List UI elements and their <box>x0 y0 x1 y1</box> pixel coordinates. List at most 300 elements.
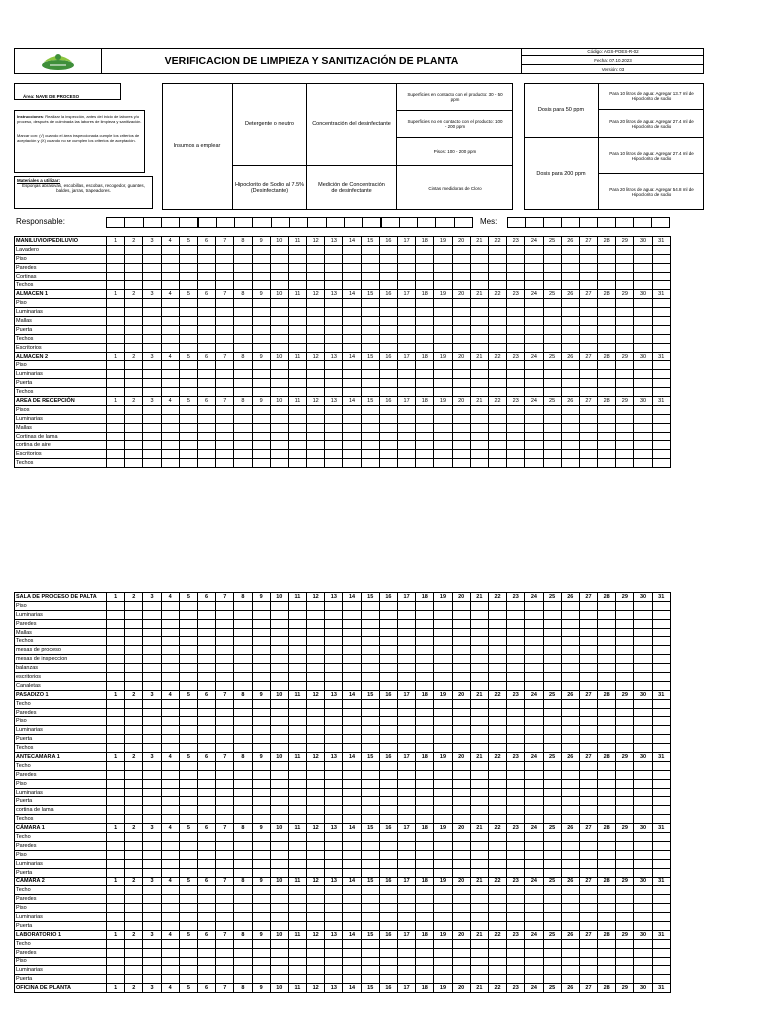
check-cell[interactable] <box>107 681 125 690</box>
check-cell[interactable] <box>416 343 434 352</box>
check-cell[interactable] <box>398 281 416 290</box>
check-cell[interactable] <box>598 673 616 682</box>
check-cell[interactable] <box>143 921 161 930</box>
entry-cell[interactable] <box>417 217 436 228</box>
check-cell[interactable] <box>470 308 488 317</box>
check-cell[interactable] <box>234 317 252 326</box>
check-cell[interactable] <box>398 619 416 628</box>
check-cell[interactable] <box>561 868 579 877</box>
check-cell[interactable] <box>161 886 179 895</box>
check-cell[interactable] <box>252 699 270 708</box>
check-cell[interactable] <box>507 334 525 343</box>
check-cell[interactable] <box>434 655 452 664</box>
check-cell[interactable] <box>107 886 125 895</box>
check-cell[interactable] <box>307 432 325 441</box>
check-cell[interactable] <box>288 841 306 850</box>
check-cell[interactable] <box>470 717 488 726</box>
check-cell[interactable] <box>616 966 634 975</box>
check-cell[interactable] <box>452 308 470 317</box>
check-cell[interactable] <box>307 966 325 975</box>
check-cell[interactable] <box>652 761 670 770</box>
check-cell[interactable] <box>325 628 343 637</box>
check-cell[interactable] <box>452 921 470 930</box>
check-cell[interactable] <box>525 245 543 254</box>
check-cell[interactable] <box>216 957 234 966</box>
check-cell[interactable] <box>452 628 470 637</box>
check-cell[interactable] <box>470 779 488 788</box>
check-cell[interactable] <box>434 673 452 682</box>
check-cell[interactable] <box>598 779 616 788</box>
check-cell[interactable] <box>234 966 252 975</box>
check-cell[interactable] <box>307 655 325 664</box>
check-cell[interactable] <box>452 281 470 290</box>
check-cell[interactable] <box>579 423 597 432</box>
check-cell[interactable] <box>507 708 525 717</box>
check-cell[interactable] <box>216 788 234 797</box>
check-cell[interactable] <box>288 370 306 379</box>
check-cell[interactable] <box>197 388 215 397</box>
check-cell[interactable] <box>398 325 416 334</box>
check-cell[interactable] <box>234 859 252 868</box>
check-cell[interactable] <box>179 726 197 735</box>
check-cell[interactable] <box>325 308 343 317</box>
check-cell[interactable] <box>652 281 670 290</box>
check-cell[interactable] <box>616 441 634 450</box>
check-cell[interactable] <box>179 788 197 797</box>
check-cell[interactable] <box>598 833 616 842</box>
check-cell[interactable] <box>652 735 670 744</box>
check-cell[interactable] <box>234 806 252 815</box>
check-cell[interactable] <box>634 379 652 388</box>
check-cell[interactable] <box>616 655 634 664</box>
check-cell[interactable] <box>579 895 597 904</box>
check-cell[interactable] <box>616 450 634 459</box>
check-cell[interactable] <box>107 308 125 317</box>
check-cell[interactable] <box>270 334 288 343</box>
check-cell[interactable] <box>307 414 325 423</box>
check-cell[interactable] <box>234 441 252 450</box>
check-cell[interactable] <box>107 975 125 984</box>
check-cell[interactable] <box>525 317 543 326</box>
check-cell[interactable] <box>561 770 579 779</box>
entry-cell[interactable] <box>651 217 670 228</box>
check-cell[interactable] <box>379 921 397 930</box>
check-cell[interactable] <box>161 646 179 655</box>
check-cell[interactable] <box>579 735 597 744</box>
check-cell[interactable] <box>143 263 161 272</box>
check-cell[interactable] <box>507 637 525 646</box>
check-cell[interactable] <box>252 388 270 397</box>
check-cell[interactable] <box>161 850 179 859</box>
check-cell[interactable] <box>216 815 234 824</box>
check-cell[interactable] <box>107 619 125 628</box>
check-cell[interactable] <box>507 272 525 281</box>
check-cell[interactable] <box>507 761 525 770</box>
check-cell[interactable] <box>525 708 543 717</box>
check-cell[interactable] <box>270 841 288 850</box>
check-cell[interactable] <box>434 432 452 441</box>
check-cell[interactable] <box>307 717 325 726</box>
check-cell[interactable] <box>634 405 652 414</box>
check-cell[interactable] <box>470 806 488 815</box>
check-cell[interactable] <box>325 646 343 655</box>
check-cell[interactable] <box>543 343 561 352</box>
check-cell[interactable] <box>343 334 361 343</box>
check-cell[interactable] <box>470 788 488 797</box>
check-cell[interactable] <box>525 423 543 432</box>
check-cell[interactable] <box>307 886 325 895</box>
check-cell[interactable] <box>125 939 143 948</box>
check-cell[interactable] <box>579 281 597 290</box>
check-cell[interactable] <box>216 681 234 690</box>
check-cell[interactable] <box>379 664 397 673</box>
check-cell[interactable] <box>197 886 215 895</box>
check-cell[interactable] <box>143 299 161 308</box>
check-cell[interactable] <box>507 673 525 682</box>
check-cell[interactable] <box>452 423 470 432</box>
check-cell[interactable] <box>507 681 525 690</box>
check-cell[interactable] <box>270 957 288 966</box>
check-cell[interactable] <box>216 895 234 904</box>
check-cell[interactable] <box>197 281 215 290</box>
check-cell[interactable] <box>161 948 179 957</box>
check-cell[interactable] <box>197 423 215 432</box>
check-cell[interactable] <box>234 850 252 859</box>
check-cell[interactable] <box>525 761 543 770</box>
check-cell[interactable] <box>598 797 616 806</box>
check-cell[interactable] <box>579 886 597 895</box>
check-cell[interactable] <box>307 708 325 717</box>
check-cell[interactable] <box>525 859 543 868</box>
check-cell[interactable] <box>525 841 543 850</box>
check-cell[interactable] <box>488 921 506 930</box>
check-cell[interactable] <box>416 673 434 682</box>
check-cell[interactable] <box>652 450 670 459</box>
check-cell[interactable] <box>143 673 161 682</box>
check-cell[interactable] <box>125 254 143 263</box>
check-cell[interactable] <box>234 815 252 824</box>
entry-cell[interactable] <box>143 217 162 228</box>
check-cell[interactable] <box>398 761 416 770</box>
check-cell[interactable] <box>488 317 506 326</box>
check-cell[interactable] <box>634 299 652 308</box>
check-cell[interactable] <box>325 744 343 753</box>
check-cell[interactable] <box>107 628 125 637</box>
check-cell[interactable] <box>361 957 379 966</box>
check-cell[interactable] <box>561 317 579 326</box>
check-cell[interactable] <box>598 405 616 414</box>
check-cell[interactable] <box>125 308 143 317</box>
check-cell[interactable] <box>416 779 434 788</box>
check-cell[interactable] <box>543 646 561 655</box>
check-cell[interactable] <box>325 859 343 868</box>
check-cell[interactable] <box>179 681 197 690</box>
check-cell[interactable] <box>179 272 197 281</box>
check-cell[interactable] <box>197 806 215 815</box>
check-cell[interactable] <box>179 717 197 726</box>
check-cell[interactable] <box>434 975 452 984</box>
check-cell[interactable] <box>107 245 125 254</box>
entry-cell[interactable] <box>289 217 308 228</box>
check-cell[interactable] <box>579 681 597 690</box>
check-cell[interactable] <box>234 432 252 441</box>
check-cell[interactable] <box>634 343 652 352</box>
check-cell[interactable] <box>525 699 543 708</box>
check-cell[interactable] <box>543 868 561 877</box>
check-cell[interactable] <box>270 948 288 957</box>
check-cell[interactable] <box>325 432 343 441</box>
check-cell[interactable] <box>598 610 616 619</box>
check-cell[interactable] <box>634 708 652 717</box>
check-cell[interactable] <box>379 948 397 957</box>
check-cell[interactable] <box>161 797 179 806</box>
check-cell[interactable] <box>379 254 397 263</box>
check-cell[interactable] <box>416 921 434 930</box>
check-cell[interactable] <box>234 281 252 290</box>
check-cell[interactable] <box>616 664 634 673</box>
check-cell[interactable] <box>488 432 506 441</box>
check-cell[interactable] <box>234 423 252 432</box>
check-cell[interactable] <box>125 423 143 432</box>
check-cell[interactable] <box>616 370 634 379</box>
check-cell[interactable] <box>398 646 416 655</box>
check-cell[interactable] <box>379 939 397 948</box>
check-cell[interactable] <box>543 717 561 726</box>
check-cell[interactable] <box>488 948 506 957</box>
check-cell[interactable] <box>488 708 506 717</box>
check-cell[interactable] <box>488 263 506 272</box>
check-cell[interactable] <box>416 405 434 414</box>
check-cell[interactable] <box>652 361 670 370</box>
check-cell[interactable] <box>598 628 616 637</box>
check-cell[interactable] <box>416 646 434 655</box>
check-cell[interactable] <box>107 673 125 682</box>
check-cell[interactable] <box>470 388 488 397</box>
check-cell[interactable] <box>652 317 670 326</box>
check-cell[interactable] <box>416 681 434 690</box>
check-cell[interactable] <box>634 717 652 726</box>
check-cell[interactable] <box>343 664 361 673</box>
check-cell[interactable] <box>288 779 306 788</box>
check-cell[interactable] <box>543 744 561 753</box>
check-cell[interactable] <box>416 726 434 735</box>
check-cell[interactable] <box>398 459 416 468</box>
check-cell[interactable] <box>197 761 215 770</box>
check-cell[interactable] <box>507 361 525 370</box>
check-cell[interactable] <box>307 770 325 779</box>
check-cell[interactable] <box>325 966 343 975</box>
check-cell[interactable] <box>470 423 488 432</box>
check-cell[interactable] <box>307 281 325 290</box>
check-cell[interactable] <box>543 281 561 290</box>
check-cell[interactable] <box>616 343 634 352</box>
check-cell[interactable] <box>416 868 434 877</box>
check-cell[interactable] <box>398 735 416 744</box>
check-cell[interactable] <box>270 886 288 895</box>
check-cell[interactable] <box>270 868 288 877</box>
check-cell[interactable] <box>307 806 325 815</box>
check-cell[interactable] <box>579 414 597 423</box>
check-cell[interactable] <box>143 806 161 815</box>
check-cell[interactable] <box>234 664 252 673</box>
check-cell[interactable] <box>125 895 143 904</box>
check-cell[interactable] <box>616 628 634 637</box>
check-cell[interactable] <box>543 833 561 842</box>
check-cell[interactable] <box>452 868 470 877</box>
check-cell[interactable] <box>325 664 343 673</box>
check-cell[interactable] <box>561 788 579 797</box>
check-cell[interactable] <box>325 459 343 468</box>
check-cell[interactable] <box>452 405 470 414</box>
check-cell[interactable] <box>543 681 561 690</box>
check-cell[interactable] <box>107 450 125 459</box>
check-cell[interactable] <box>434 913 452 922</box>
check-cell[interactable] <box>161 921 179 930</box>
check-cell[interactable] <box>179 601 197 610</box>
check-cell[interactable] <box>470 405 488 414</box>
check-cell[interactable] <box>179 868 197 877</box>
check-cell[interactable] <box>561 939 579 948</box>
check-cell[interactable] <box>416 432 434 441</box>
check-cell[interactable] <box>197 726 215 735</box>
check-cell[interactable] <box>288 735 306 744</box>
check-cell[interactable] <box>398 450 416 459</box>
check-cell[interactable] <box>525 272 543 281</box>
check-cell[interactable] <box>470 957 488 966</box>
check-cell[interactable] <box>179 886 197 895</box>
check-cell[interactable] <box>652 815 670 824</box>
check-cell[interactable] <box>288 673 306 682</box>
check-cell[interactable] <box>361 317 379 326</box>
check-cell[interactable] <box>325 254 343 263</box>
check-cell[interactable] <box>288 913 306 922</box>
check-cell[interactable] <box>143 859 161 868</box>
check-cell[interactable] <box>652 388 670 397</box>
check-cell[interactable] <box>270 726 288 735</box>
check-cell[interactable] <box>107 744 125 753</box>
check-cell[interactable] <box>234 325 252 334</box>
check-cell[interactable] <box>307 299 325 308</box>
check-cell[interactable] <box>288 325 306 334</box>
check-cell[interactable] <box>197 717 215 726</box>
check-cell[interactable] <box>234 361 252 370</box>
check-cell[interactable] <box>416 770 434 779</box>
check-cell[interactable] <box>325 619 343 628</box>
check-cell[interactable] <box>234 254 252 263</box>
check-cell[interactable] <box>561 833 579 842</box>
check-cell[interactable] <box>307 815 325 824</box>
check-cell[interactable] <box>507 948 525 957</box>
check-cell[interactable] <box>652 334 670 343</box>
check-cell[interactable] <box>434 308 452 317</box>
check-cell[interactable] <box>525 904 543 913</box>
check-cell[interactable] <box>507 797 525 806</box>
check-cell[interactable] <box>416 744 434 753</box>
check-cell[interactable] <box>434 735 452 744</box>
check-cell[interactable] <box>634 966 652 975</box>
check-cell[interactable] <box>652 904 670 913</box>
check-cell[interactable] <box>234 272 252 281</box>
check-cell[interactable] <box>634 334 652 343</box>
check-cell[interactable] <box>161 895 179 904</box>
check-cell[interactable] <box>361 779 379 788</box>
check-cell[interactable] <box>398 788 416 797</box>
check-cell[interactable] <box>488 850 506 859</box>
check-cell[interactable] <box>361 423 379 432</box>
check-cell[interactable] <box>507 379 525 388</box>
check-cell[interactable] <box>379 673 397 682</box>
check-cell[interactable] <box>379 761 397 770</box>
check-cell[interactable] <box>343 761 361 770</box>
check-cell[interactable] <box>561 299 579 308</box>
check-cell[interactable] <box>561 423 579 432</box>
check-cell[interactable] <box>452 254 470 263</box>
check-cell[interactable] <box>161 263 179 272</box>
check-cell[interactable] <box>543 325 561 334</box>
check-cell[interactable] <box>488 299 506 308</box>
check-cell[interactable] <box>107 735 125 744</box>
check-cell[interactable] <box>525 673 543 682</box>
check-cell[interactable] <box>325 797 343 806</box>
check-cell[interactable] <box>143 637 161 646</box>
check-cell[interactable] <box>634 646 652 655</box>
check-cell[interactable] <box>379 735 397 744</box>
check-cell[interactable] <box>252 245 270 254</box>
check-cell[interactable] <box>452 655 470 664</box>
check-cell[interactable] <box>579 601 597 610</box>
check-cell[interactable] <box>179 779 197 788</box>
check-cell[interactable] <box>179 939 197 948</box>
check-cell[interactable] <box>561 245 579 254</box>
check-cell[interactable] <box>197 308 215 317</box>
check-cell[interactable] <box>216 379 234 388</box>
check-cell[interactable] <box>216 966 234 975</box>
check-cell[interactable] <box>179 735 197 744</box>
check-cell[interactable] <box>398 610 416 619</box>
check-cell[interactable] <box>543 299 561 308</box>
check-cell[interactable] <box>270 788 288 797</box>
check-cell[interactable] <box>379 281 397 290</box>
check-cell[interactable] <box>488 859 506 868</box>
check-cell[interactable] <box>470 414 488 423</box>
check-cell[interactable] <box>616 779 634 788</box>
check-cell[interactable] <box>579 726 597 735</box>
check-cell[interactable] <box>452 441 470 450</box>
check-cell[interactable] <box>361 308 379 317</box>
check-cell[interactable] <box>543 735 561 744</box>
check-cell[interactable] <box>107 459 125 468</box>
check-cell[interactable] <box>197 325 215 334</box>
check-cell[interactable] <box>579 975 597 984</box>
check-cell[interactable] <box>416 334 434 343</box>
check-cell[interactable] <box>579 833 597 842</box>
check-cell[interactable] <box>543 254 561 263</box>
check-cell[interactable] <box>179 966 197 975</box>
check-cell[interactable] <box>452 334 470 343</box>
entry-cell[interactable] <box>633 217 652 228</box>
check-cell[interactable] <box>470 761 488 770</box>
check-cell[interactable] <box>507 299 525 308</box>
check-cell[interactable] <box>434 726 452 735</box>
check-cell[interactable] <box>197 361 215 370</box>
check-cell[interactable] <box>270 388 288 397</box>
check-cell[interactable] <box>452 770 470 779</box>
check-cell[interactable] <box>379 441 397 450</box>
check-cell[interactable] <box>398 254 416 263</box>
check-cell[interactable] <box>307 850 325 859</box>
check-cell[interactable] <box>179 646 197 655</box>
check-cell[interactable] <box>470 664 488 673</box>
